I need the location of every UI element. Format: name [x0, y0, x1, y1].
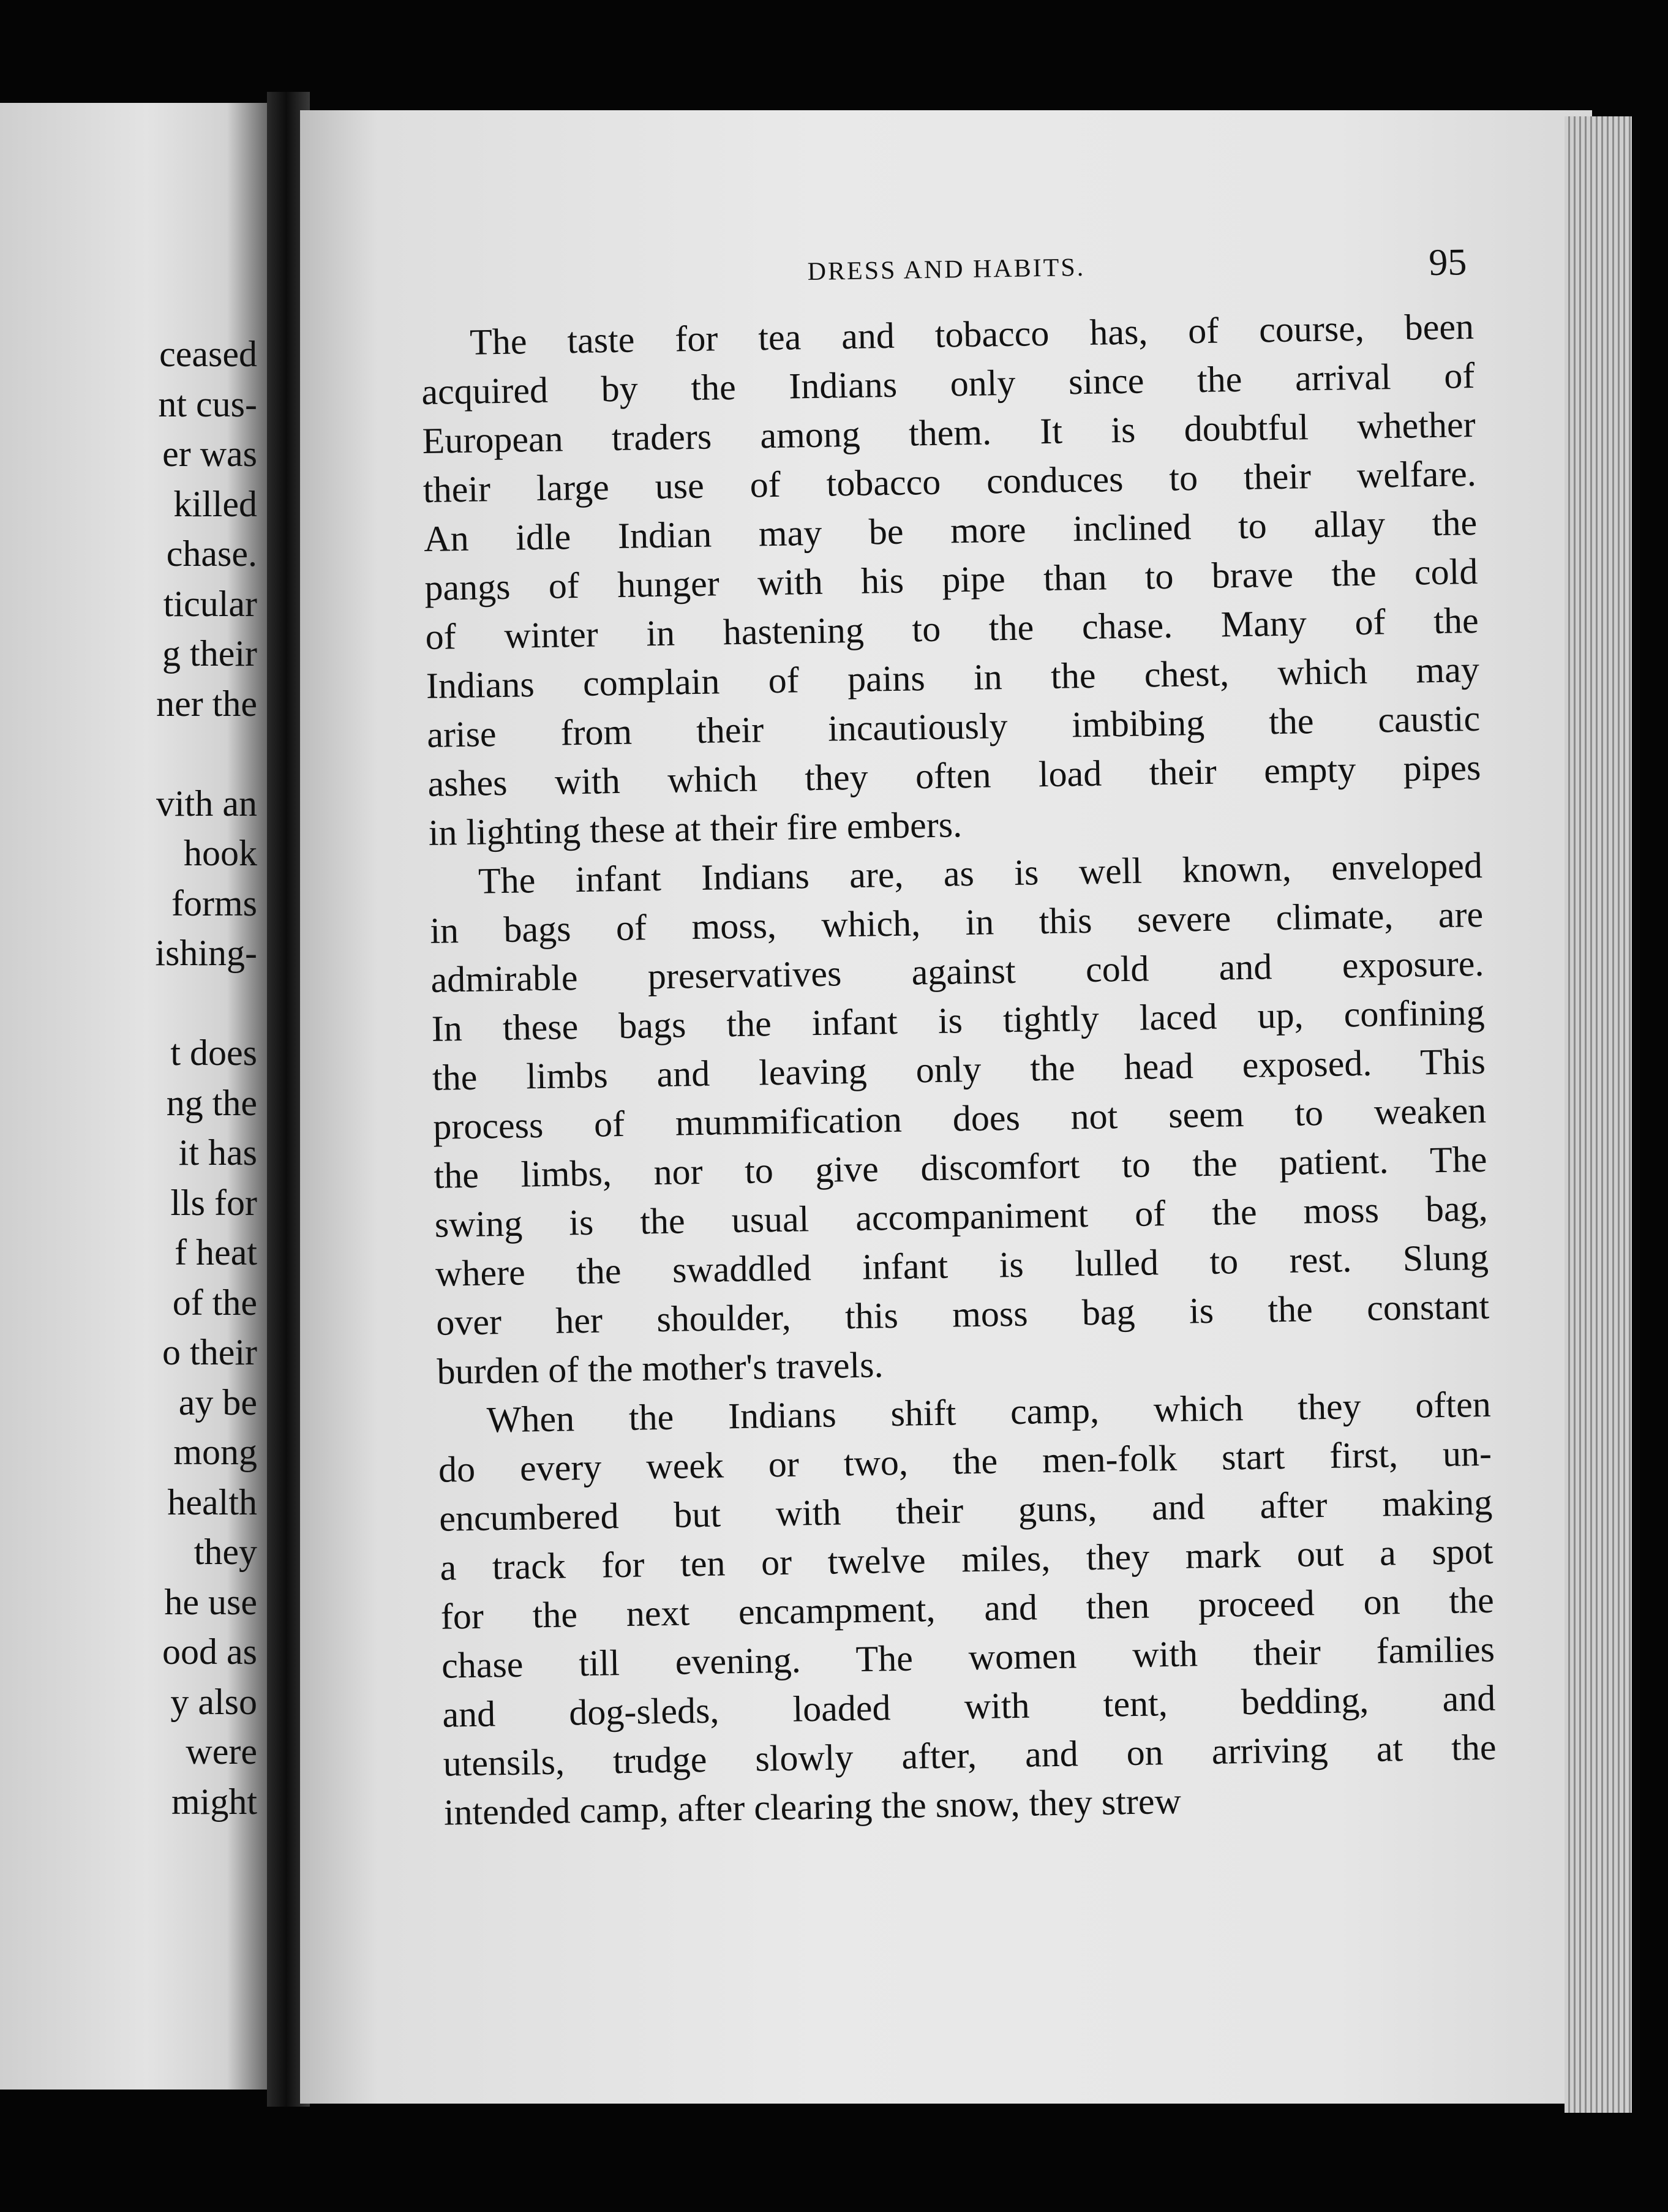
left-page-fragment-line: killed	[173, 483, 257, 524]
body-text	[421, 302, 1498, 1837]
left-page-fragment-line: of the	[172, 1282, 257, 1323]
right-page	[300, 110, 1592, 2104]
left-page-fragment-line: they	[193, 1532, 257, 1572]
left-page-fragment-line: might	[171, 1781, 257, 1822]
text-line: where the swaddled infant is lulled to rest. Slung	[435, 1236, 1489, 1294]
page-number: 95	[1428, 241, 1467, 284]
left-page-text-fragments	[0, 329, 257, 1827]
left-page-fragment-line: t does	[170, 1033, 257, 1073]
left-page-fragment-line: ishing-	[155, 933, 257, 973]
left-page-fragment-line: vith an	[156, 783, 257, 824]
text-line: in lighting these at their fire embers.	[428, 804, 963, 853]
text-line: utensils, trudge slowly after, and on arriving at the	[443, 1726, 1497, 1784]
left-page-fragment-line: health	[167, 1481, 257, 1522]
text-line: over her shoulder, this moss bag is the constant	[435, 1285, 1490, 1343]
left-page-fragment-line: ticular	[163, 583, 257, 624]
left-page-fragment-line: g their	[162, 633, 257, 674]
left-page-fragment-line	[0, 979, 257, 1029]
text-line: do every week or two, the men-folk start first, un-	[438, 1432, 1492, 1490]
paragraph	[421, 302, 1482, 857]
text-line: intended camp, after clearing the snow, they strew	[443, 1780, 1182, 1833]
text-line: chase till evening. The women with their families	[441, 1628, 1495, 1686]
left-page-fragment-line: mong	[173, 1432, 257, 1472]
text-line: process of mummification does not seem to weaken	[432, 1089, 1487, 1147]
text-line: the limbs, nor to give discomfort to the patient. The	[434, 1138, 1487, 1196]
left-page-fragment-line: ay be	[178, 1382, 257, 1423]
text-line: arise from their incautiously imbibing the caustic	[426, 698, 1481, 755]
left-page-fragment-line: were	[186, 1731, 257, 1772]
text-line: European traders among them. It is doubtful whether	[422, 404, 1476, 461]
paragraph	[429, 841, 1490, 1396]
running-head-title: DRESS AND HABITS.	[807, 253, 1086, 287]
left-page-fragment-line: ner the	[156, 683, 257, 724]
left-page-fragment-line: er was	[162, 434, 257, 474]
text-line: The taste for tea and tobacco has, of course, been	[469, 306, 1475, 363]
text-line: their large use of tobacco conduces to their welfare.	[423, 453, 1477, 510]
text-line: The infant Indians are, as is well known, enveloped	[478, 845, 1483, 901]
left-page-fragment-line: o their	[162, 1332, 257, 1372]
left-page-fragment-line: nt cus-	[158, 383, 257, 424]
left-page-fragment-line: f heat	[175, 1232, 257, 1273]
left-page-fragment-line: hook	[184, 833, 257, 873]
text-line: burden of the mother's travels.	[437, 1344, 884, 1392]
text-line: admirable preservatives against cold and exposure.	[430, 942, 1484, 1000]
left-page-fragment-line: forms	[171, 882, 257, 924]
left-page-fragment-line: lls for	[170, 1182, 257, 1223]
left-page-fragment-line: chase.	[166, 533, 257, 574]
text-line: ashes with which they often load their empty pipes	[427, 747, 1481, 804]
text-line: swing is the usual accompaniment of the moss bag,	[434, 1187, 1489, 1245]
text-line: acquired by the Indians only since the arrival of	[421, 355, 1475, 412]
page-edges	[1565, 116, 1632, 2113]
left-page	[0, 103, 267, 2090]
text-line: encumbered but with their guns, and after making	[438, 1481, 1493, 1539]
text-line: of winter in hastening to the chase. Many of the	[425, 600, 1479, 657]
text-line: in bags of moss, which, in this severe climate, are	[429, 893, 1484, 951]
text-line: for the next encampment, and then proceed on the	[440, 1579, 1495, 1637]
text-line: pangs of hunger with his pipe than to brave the cold	[424, 551, 1478, 608]
left-page-fragment-line: it has	[178, 1132, 257, 1173]
running-head	[419, 241, 1473, 306]
text-line: When the Indians shift camp, which they often	[486, 1383, 1492, 1440]
left-page-fragment-line: ood as	[162, 1631, 257, 1672]
text-line: the limbs and leaving only the head exposed. This	[432, 1040, 1486, 1098]
left-page-fragment-line: y also	[170, 1681, 257, 1722]
left-page-fragment-line: ceased	[159, 334, 257, 374]
page-text-block	[419, 241, 1497, 1837]
text-line: a track for ten or twelve miles, they mark out a spot	[440, 1530, 1493, 1588]
text-line: In these bags the infant is tightly laced up, confining	[431, 991, 1486, 1049]
text-line: Indians complain of pains in the chest, which may	[426, 649, 1480, 706]
left-page-fragment-line: ng the	[166, 1082, 257, 1123]
left-page-fragment-line	[0, 729, 257, 779]
text-line: and dog-sleds, loaded with tent, bedding, and	[441, 1677, 1496, 1735]
paragraph	[437, 1380, 1497, 1837]
text-line: An idle Indian may be more inclined to allay the	[423, 502, 1478, 559]
left-page-fragment-line: he use	[164, 1581, 257, 1622]
